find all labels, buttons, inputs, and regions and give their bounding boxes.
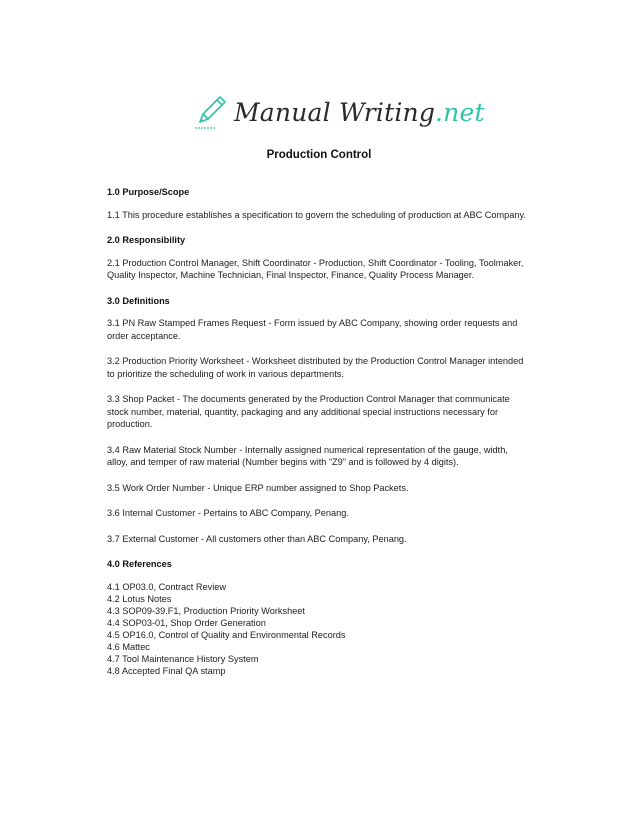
paragraph: 3.7 External Customer - All customers other than ABC Company, Penang. <box>107 533 407 544</box>
section-references <box>107 558 527 677</box>
paragraph: 2.1 Production Control Manager, Shift Coordinator - Production, Shift Coordinator - Tooling, Toolmaker, Quality Inspector, Machine Technician, Final Inspector, Finance, Quality Process Manager. <box>107 257 524 280</box>
section-definitions <box>107 295 527 546</box>
list-item: 4.7 Tool Maintenance History System <box>107 654 259 665</box>
logo-wordmark <box>234 98 485 127</box>
paragraph: 3.1 PN Raw Stamped Frames Request - Form issued by ABC Company, showing order requests and order acceptance. <box>107 318 518 341</box>
section-heading: 1.0 Purpose/Scope <box>107 187 190 197</box>
logo-main-text: Manual Writing <box>234 97 436 127</box>
pencil-icon <box>190 92 230 132</box>
document-body <box>107 186 527 677</box>
list-item: 4.3 SOP09-39.F1, Production Priority Worksheet <box>107 605 305 616</box>
section-heading: 2.0 Responsibility <box>107 235 186 245</box>
paragraph: 3.4 Raw Material Stock Number - Internally assigned numerical representation of the gauge, width, alloy, and temper of raw material (Number begins with “Z9” and is followed by 4 digits). <box>107 444 508 467</box>
section-heading: 3.0 Definitions <box>107 295 170 306</box>
list-item: 4.6 Mattec <box>107 641 150 652</box>
paragraph: 3.3 Shop Packet - The documents generated by the Production Control Manager that communicate stock number, material, quantity, packaging and any additional special instructions necessary for production. <box>107 394 510 429</box>
list-item: 4.1 OP03.0, Contract Review <box>107 581 226 592</box>
section-heading: 4.0 References <box>107 559 172 569</box>
paragraph: 3.6 Internal Customer - Pertains to ABC Company, Penang. <box>107 508 349 518</box>
section-responsibility <box>107 234 527 282</box>
brand-logo <box>0 88 638 136</box>
reference-list <box>107 581 527 678</box>
list-item: 4.8 Accepted Final QA stamp <box>107 666 226 677</box>
list-item: 4.5 OP16.0, Control of Quality and Environmental Records <box>107 629 346 640</box>
paragraph: 3.5 Work Order Number - Unique ERP number assigned to Shop Packets. <box>107 482 409 493</box>
list-item: 4.4 SOP03-01, Shop Order Generation <box>107 617 266 628</box>
paragraph: 1.1 This procedure establishes a specification to govern the scheduling of production at ABC Company. <box>107 209 526 220</box>
paragraph: 3.2 Production Priority Worksheet - Worksheet distributed by the Production Control Manager intended to prioritize the scheduling of work in various departments. <box>107 356 524 379</box>
logo-extension-text: .net <box>435 97 485 127</box>
list-item: 4.2 Lotus Notes <box>107 593 172 604</box>
section-purpose-scope <box>107 186 527 221</box>
document-title: Production Control <box>266 149 372 161</box>
